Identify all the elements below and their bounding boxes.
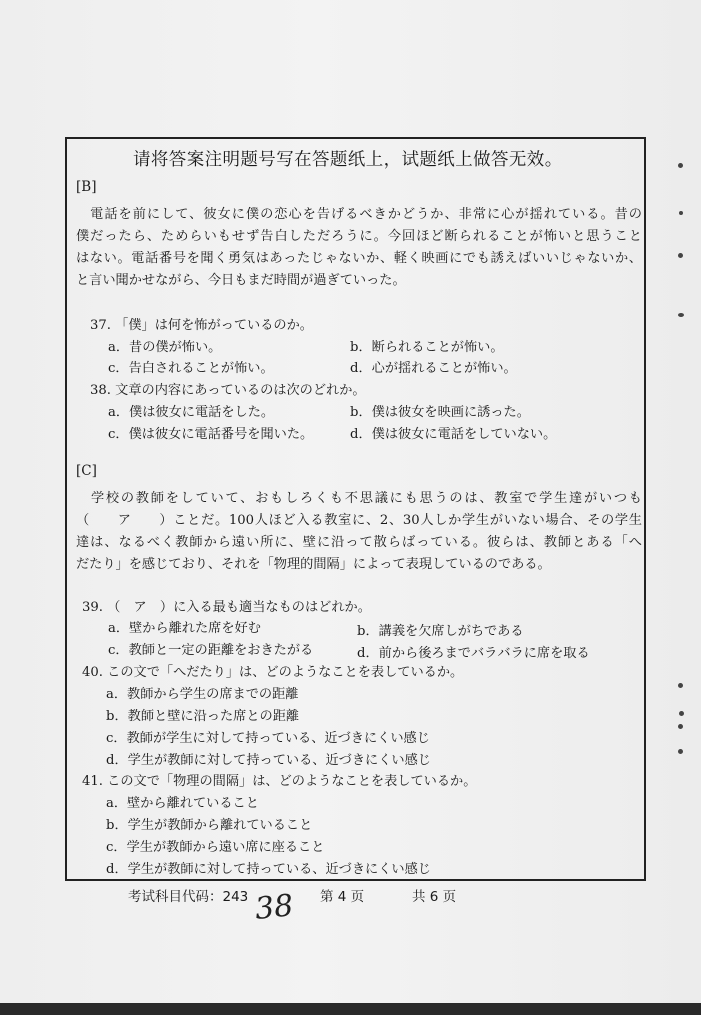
passage-line: （ ア ）ことだ。100人ほど入る教室に、2、30人しか学生がいない場合、その学生	[76, 513, 642, 528]
q38-option-a: a．僕は彼女に電話をした。	[108, 405, 275, 420]
section-c-passage	[76, 488, 642, 576]
q40-option-c: c．教師が学生に対して持っている、近づきにくい感じ	[106, 731, 430, 746]
punch-hole-mark	[678, 749, 683, 754]
punch-hole-mark	[678, 163, 683, 168]
passage-line: だたり」を感じており、それを「物理的間隔」によって表現しているのである。	[76, 557, 551, 572]
q39-option-d: d．前から後ろまでバラバラに席を取る	[357, 646, 590, 661]
page-total: 共 6 页	[412, 889, 457, 905]
q41-option-a: a．壁から離れていること	[106, 796, 259, 811]
scan-edge-shadow	[0, 1003, 701, 1015]
question-39: 39. （ ア ）に入る最も適当なものはどれか。	[82, 600, 371, 615]
punch-hole-mark	[678, 683, 683, 688]
passage-line: 達は、なるべく教師から遠い所に、壁に沿って散らばっている。彼らは、教師とある「へ	[76, 535, 642, 550]
passage-line: はない。電話番号を聞く勇気はあったじゃないか、軽く映画にでも誘えばいいじゃないか、	[76, 251, 642, 266]
section-b-passage	[76, 204, 642, 292]
question-38: 38. 文章の内容にあっているのは次のどれか。	[90, 383, 366, 398]
passage-line: と言い聞かせながら、今日もまだ時間が過ぎていった。	[76, 273, 406, 288]
punch-hole-mark	[678, 253, 683, 258]
q37-option-b: b．断られることが怖い。	[350, 340, 504, 355]
punch-hole-mark	[678, 313, 684, 317]
q37-option-a: a．昔の僕が怖い。	[108, 340, 222, 355]
q40-option-b: b．教師と壁に沿った席との距離	[106, 709, 300, 724]
question-37: 37. 「僕」は何を怖がっているのか。	[90, 318, 313, 333]
punch-hole-mark	[678, 724, 683, 729]
q39-option-b: b．講義を欠席しがちである	[357, 624, 524, 639]
q39-option-a: a．壁から離れた席を好む	[108, 621, 261, 636]
q38-option-b: b．僕は彼女を映画に誘った。	[350, 405, 530, 420]
passage-line: 僕だったら、ためらいもせず告白しただろうに。今回ほど断られることが怖いと思うこと	[76, 229, 642, 244]
subject-code: 考试科目代码：243	[128, 889, 249, 905]
q37-option-d: d．心が揺れることが怖い。	[350, 361, 517, 376]
question-41: 41. この文で「物理の間隔」は、どのようなことを表しているか。	[82, 774, 477, 789]
q39-option-c: c．教師と一定の距離をおきたがる	[108, 643, 314, 658]
section-c-label: [C]	[76, 463, 97, 479]
section-b-label: [B]	[76, 179, 97, 195]
passage-line: 学校の教師をしていて、おもしろくも不思議にも思うのは、教室で学生達がいつも	[76, 491, 642, 506]
q37-option-c: c．告白されることが怖い。	[108, 361, 274, 376]
page-number: 第 4 页	[320, 889, 365, 905]
q38-option-c: c．僕は彼女に電話番号を聞いた。	[108, 427, 314, 442]
handwritten-mark: 38	[253, 888, 295, 927]
answer-instruction: 请将答案注明题号写在答题纸上，试题纸上做答无效。	[133, 150, 563, 170]
q38-option-d: d．僕は彼女に電話をしていない。	[350, 427, 557, 442]
q40-option-a: a．教師から学生の席までの距離	[106, 687, 299, 702]
q41-option-b: b．学生が教師から離れていること	[106, 818, 313, 833]
q41-option-c: c．学生が教師から遠い席に座ること	[106, 840, 325, 855]
q41-option-d: d．学生が教師に対して持っている、近づきにくい感じ	[106, 862, 431, 877]
question-40: 40. この文で「へだたり」は、どのようなことを表しているか。	[82, 665, 464, 680]
q40-option-d: d．学生が教師に対して持っている、近づきにくい感じ	[106, 753, 431, 768]
punch-hole-mark	[679, 211, 683, 215]
punch-hole-mark	[679, 711, 684, 716]
passage-line: 電話を前にして、彼女に僕の恋心を告げるべきかどうか、非常に心が揺れている。昔の	[76, 207, 642, 222]
